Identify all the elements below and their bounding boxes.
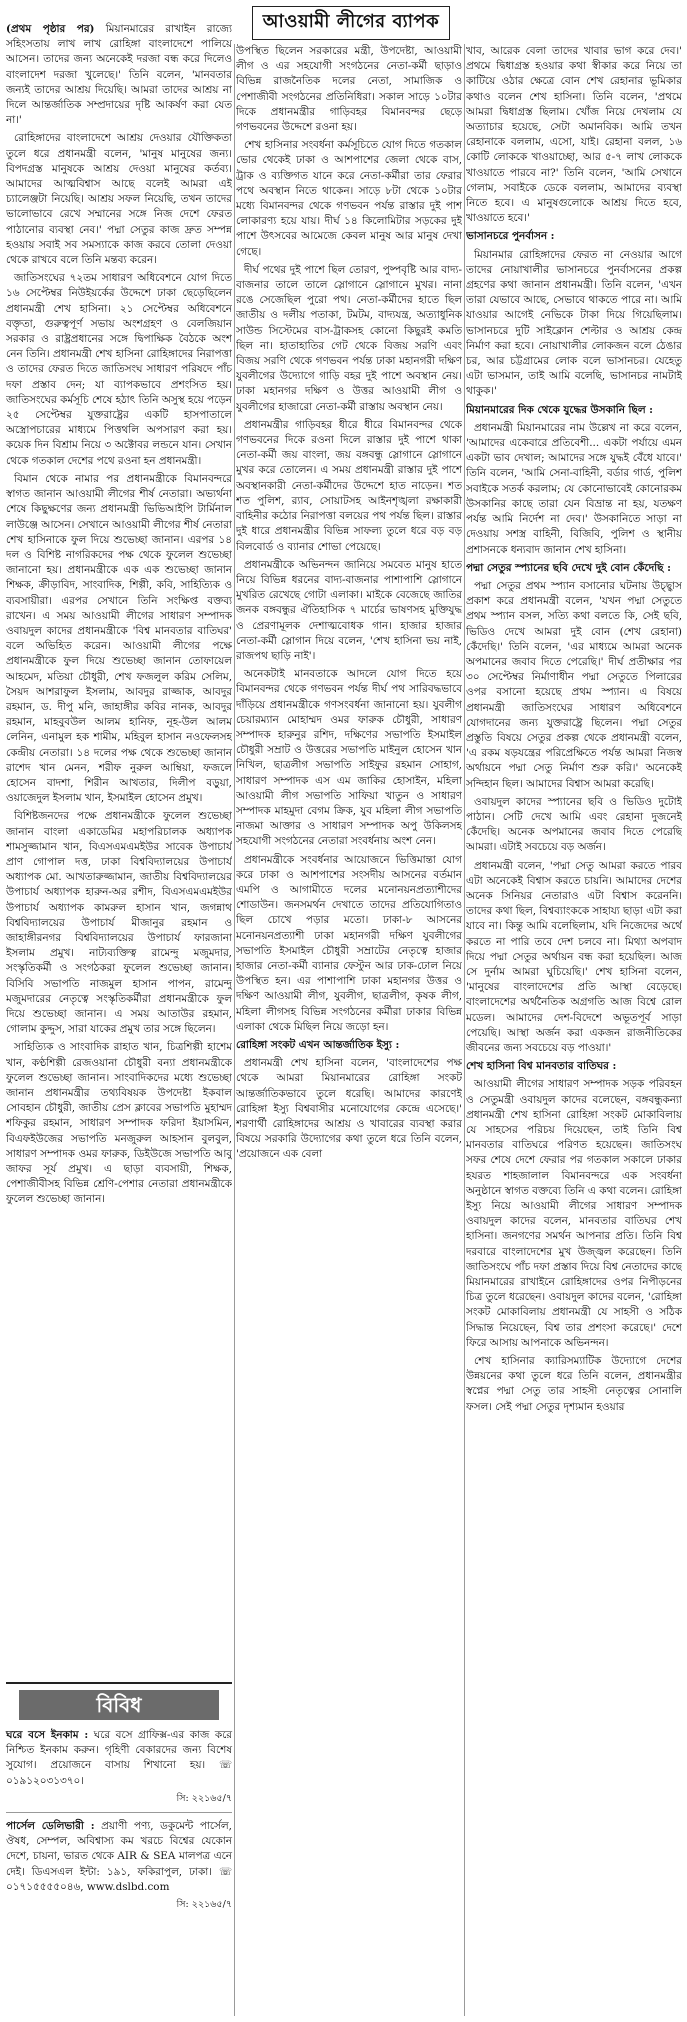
ad-code: সি: ২২১৬৫/৭ [176,1792,232,1804]
paragraph: বিশিষ্টজনদের পক্ষে প্রধানমন্ত্রীকে ফুলেল শুভেচ্ছা জানান বাংলা একাডেমির মহাপরিচালক অধ্যাপক শামসুজ্জামান খান, বিএসএমএমইউর সাবেক উপাচার্য প্রাণ গোপাল দত্ত, ঢাকা বিশ্ববিদ্যালয়ের উপাচার্য অধ্যাপক মো. আখতারুজ্জামান, জাতীয় বিশ্ববিদ্যালয়ের উপাচার্য অধ্যাপক হারুন-অর রশীদ, বিএসএমএমইউর উপাচার্য অধ্যাপক কামরুল হাসান খান, জগন্নাথ বিশ্ববিদ্যালয়ের উপাচার্য মীজানুর রহমান ও জাহাঙ্গীরনগর বিশ্ববিদ্যালয়ের উপাচার্য ফারজানা ইসলাম প্রমুখ। নাট্যব্যক্তিত্ব রামেন্দু মজুমদার, সংস্কৃতিকর্মী ও সংগঠকরা ফুলেল শুভেচ্ছা জানান। বিসিবি সভাপতি নাজমুল হাসান পাপন, রামেন্দু মজুমদারের নেতৃত্বে সংস্কৃতিকর্মীরা প্রধানমন্ত্রীকে ফুল দিয়ে শুভেচ্ছা জানান। এ সময় আতাউর রহমান, গোলাম কুদ্দুস, সারা যাকের প্রমুখ তার সঙ্গে ছিলেন। [6,810,232,1036]
classified-ad [6,1726,232,1808]
paragraph: প্রধানমন্ত্রীর গাড়িবহর ধীরে ধীরে বিমানবন্দর থেকে গণভবনের দিকে রওনা দিলে রাস্তার দুই পাশে থাকা নেতা-কর্মী জয় বাংলা, জয় বঙ্গবন্ধু স্লোগানে স্লোগানে মুখর করে তোলেন। এ সময় প্রধানমন্ত্রী রাস্তার দুই পাশে অবস্থানকারী নেতা-কর্মীদের উদ্দেশে হাত নাড়েন। শত শত পুলিশ, র‍্যাব, সোয়াটসহ আইনশৃঙ্খলা রক্ষাকারী বাহিনীর কঠোর নিরাপত্তা বলয়ের পথ পর্যন্ত ছিল। রাস্তার দুই ধারে প্রধানমন্ত্রীর বিভিন্ন সাফল্য তুলে ধরে বড় বড় বিলবোর্ড ও ব্যানার শোভা পেয়েছে। [236,418,462,553]
subheading [466,1059,682,1074]
paragraph: জাতিসংঘের ৭২তম সাধারণ অধিবেশনে যোগ দিতে ১৬ সেপ্টেম্বর নিউইয়র্কের উদ্দেশে ঢাকা ছেড়েছিলেন প্রধানমন্ত্রী শেখ হাসিনা। ২১ সেপ্টেম্বর অধিবেশনে বক্তৃতা, গুরুত্বপূর্ণ সভায় অংশগ্রহণ ও বেলজিয়ান সরকার ও রাষ্ট্রপ্রধানের সঙ্গে দ্বিপাক্ষিক বৈঠকে অংশ নেন তিনি। প্রধানমন্ত্রী শেখ হাসিনা রোহিঙ্গাদের নিরাপত্তা ও তাদের ফেরত দিতে জাতিসংঘ সাধারণ পরিষদে পাঁচ দফা প্রস্তাব দেন; যা ব্যাপকভাবে প্রশংসিত হয়। জাতিসংঘের কর্মসূচি শেষে হঠাৎ তিনি অসুস্থ হয়ে পড়েন ২৫ সেপ্টেম্বর যুক্তরাষ্ট্রের একটি হাসপাতালে অস্ত্রোপচারের মাধ্যমে পিত্তথলি অপসারণ করা হয়। কয়েক দিন বিশ্রাম নিয়ে ৩ অক্টোবর লন্ডনে যান। সেখান থেকে গতকাল দেশের পথে রওনা হন প্রধানমন্ত্রী। [6,272,232,467]
column-divider [464,44,465,2016]
paragraph: খাব, আরেক বেলা তাদের খাবার ভাগ করে দেব।' প্রথমে দ্বিধাগ্রস্ত হওয়ার কথা স্বীকার করে নিয়ে তা কাটিয়ে ওঠার ক্ষেত্রে বোন শেখ রেহানার ভূমিকার কথাও বলেন শেখ হাসিনা। তিনি বলেন, 'প্রথমে আমরা দ্বিধাগ্রস্ত ছিলাম। খোঁজ নিয়ে দেখলাম যে অত্যাচার হয়েছে, সেটা অমানবিক। আমি তখন রেহানাকে বললাম, এসো, যাই। রেহানা বলল, ১৬ কোটি লোককে খাওয়াচ্ছো, আর ৫-৭ লাখ লোককে খাওয়াতে পারবে না?' তিনি বলেন, 'আমি সেখানে গেলাম, সবাইকে ডেকে বললাম, আমাদের ব্যবস্থা নিতে হবে। এ মানুষগুলোকে আশ্রয় দিতে হবে, খাওয়াতে হবে।' [466,45,682,225]
ad-text: প্রয়াণী পণ্য, ডকুমেন্ট পার্সেল, ঔষধ, সেম্পল, অবিশ্বাস্য কম খরচে বিশ্বের যেকোন দেশে, চায়না, ভারত থেকে AIR & SEA মালপত্র এনে দেই। ডিএসএল ইন্টা: ১৯১, ফকিরাপুল, ঢাকা। ☏ ০১৭১৫৫৫৫০৪৬, www.dslbd.com [6,1820,232,1893]
subheading-text: রোহিঙ্গা সংকট এখন আন্তর্জাতিক ইস্যু : [236,1039,400,1051]
subheading [236,1038,462,1053]
subheading-text: ভাসানচরে পুনর্বাসন : [466,230,555,243]
classified-ad [6,1817,232,1914]
paragraph: প্রধানমন্ত্রীকে অভিনন্দন জানিয়ে সমবেত মানুষ হাতে নিয়ে বিভিন্ন ধরনের বাদ্য-বাজনার পাশাপাশি স্লোগানে মুখরিত রেখেছে গোটা এলাকা। মাইকে বেজেছে জাতির জনক বঙ্গবন্ধুর ঐতিহাসিক ৭ মার্চের ভাষণসহ মুক্তিযুদ্ধ ও প্রেরণামূলক দেশাত্মবোধক গান। হাজার হাজার নেতা-কর্মী স্লোগান দিয়ে বলেন, 'শেখ হাসিনা ভয় নাই, রাজপথ ছাড়ি নাই'। [236,558,462,662]
paragraph: শেখ হাসিনার ক্যারিসম্যাটিক উদ্যোগে দেশের উন্নয়নের কথা তুলে ধরে তিনি বলেন, প্রধানমন্ত্রীর স্বপ্নের পদ্মা সেতু তার সাহসী নেতৃত্বের সোনালি ফসল। সেই পদ্মা সেতুর দৃশ্যমান হওয়ার [466,1355,682,1413]
column-3 [466,44,682,2016]
paragraph: উপস্থিত ছিলেন সরকারের মন্ত্রী, উপদেষ্টা, আওয়ামী লীগ ও এর সহযোগী সংগঠনের নেতা-কর্মী ছাড়াও বিভিন্ন রাজনৈতিক দলের নেতা, সামাজিক ও পেশাজীবী সংগঠনের প্রতিনিধিরা। সকাল সাড়ে ১০টার দিকে প্রধানমন্ত্রীর গাড়িবহর বিমানবন্দর ছেড়ে গণভবনের উদ্দেশে রওনা হয়। [236,45,462,134]
paragraph: প্রধানমন্ত্রী শেখ হাসিনা বলেন, 'বাংলাদেশের পক্ষ থেকে আমরা মিয়ানমারের রোহিঙ্গা সংকট আন্তর্জাতিকভাবে তুলে ধরেছি। আমাদের কারণেই রোহিঙ্গা ইস্যু বিশ্ববাসীর মনোযোগের কেন্দ্রে এসেছে।' শরণার্থী রোহিঙ্গাদের আশ্রয় ও খাবারের ব্যবস্থা করার বিষয়ে সরকারি উদ্যোগের কথা তুলে ধরে তিনি বলেন, 'প্রয়োজনে এক বেলা [236,1057,462,1161]
subheading-text: শেখ হাসিনা বিশ্ব মানবতার বাতিঘর : [466,1060,617,1073]
classifieds-title: বিবিধ [19,1690,219,1720]
column-2 [236,44,462,2016]
paragraph: বিমান থেকে নামার পর প্রধানমন্ত্রীকে বিমানবন্দরে স্বাগত জানান আওয়ামী লীগের শীর্ষ নেতারা। অভ্যর্থনা শেষে কিছুক্ষণের জন্য প্রধানমন্ত্রী ভিভিআইপি টার্মিনাল লাউঞ্জে আসেন। সেখানে আওয়ামী লীগের শীর্ষ নেতারা শেখ হাসিনাকে ফুল দিয়ে শুভেচ্ছা জানান। এরপর ১৪ দল ও বিশিষ্ট নাগরিকদের পক্ষ থেকে ফুলেল শুভেচ্ছা জানানো হয়। প্রধানমন্ত্রীকে এক এক শুভেচ্ছা জানান শিক্ষক, ক্রীড়াবিদ, সাংবাদিক, শিল্পী, কবি, সাহিত্যিক ও ব্যবসায়ীরা। এরপর সেখানে তিনি সংক্ষিপ্ত বক্তব্য রাখেন। এ সময় আওয়ামী লীগের সাধারণ সম্পাদক ওবায়দুল কাদের প্রধানমন্ত্রীকে 'বিশ্ব মানবতার বাতিঘর' বলে অভিহিত করেন। আওয়ামী লীগের পক্ষে প্রধানমন্ত্রীকে ফুল দিয়ে শুভেচ্ছা জানান তোফায়েল আহমেদ, মতিয়া চৌধুরী, শেখ ফজলুল করিম সেলিম, সৈয়দ আশরাফুল ইসলাম, আবদুর রাজ্জাক, আবদুর রহমান, ড. দীপু মনি, জাহাঙ্গীর কবির নানক, আবদুর রহমান, মাহবুবউল আলম হানিফ, নূহ-উল আলম লেনিন, এনামুল হক শামীম, মহিবুল হাসান নওফেলসহ কেন্দ্রীয় নেতারা। ১৪ দলের পক্ষ থেকে শুভেচ্ছা জানান রাশেদ খান মেনন, শরীফ নুরুল আম্বিয়া, ফজলে হোসেন বাদশা, শিরীন আখতার, দিলীপ বড়ুয়া, ওয়াজেদুল ইসলাম খান, ইসমাইল হোসেন প্রমুখ। [6,472,232,805]
ad-separator [6,1812,232,1813]
paragraph: মিয়ানমার রোহিঙ্গাদের ফেরত না নেওয়ার আগে তাদের নোয়াখালীর ভাসানচরে পুনর্বাসনের প্রকল্প গ্রহণের কথা জানান প্রধানমন্ত্রী। তিনি বলেন, 'এখন তারা যেভাবে আছে, সেভাবে থাকতে পারে না। আমি যাওয়ার আগেই নেভিকে টাকা দিয়ে গিয়েছিলাম। ভাসানচরে দুটি সাইক্লোন শেল্টার ও আশ্রয় কেন্দ্র নির্মাণ করা হবে। নোয়াখালীর লোকজন বলে ঠেঙার চর, আর চট্টগ্রামের লোক বলে ভাসানচর। যেহেতু এটা ভাসমান, তাই আমি বলেছি, ভাসানচর নামটাই থাকুক।' [466,248,682,398]
paragraph: ওবায়দুল কাদের স্প্যানের ছবি ও ভিডিও দুটোই পাঠান। সেটি দেখে আমি এবং রেহানা দুজনেই কেঁদেছি। অনেক অপমানের জবাব দিতে পেরেছি আমরা। এটাই সবচেয়ে বড় অর্জন। [466,795,682,854]
ad-heading: ঘরে বসে ইনকাম : [6,1729,89,1741]
lead-text: মিয়ানমারের রাখাইন রাজ্যে সহিংসতায় লাখ লাখ রোহিঙ্গা বাংলাদেশে পালিয়ে আসেন। তাদের জন্য অনেকেই দরজা বন্ধ করে দিলেও বাংলাদেশ দরজা খুলেছে।' তিনি বলেন, 'মানবতার জন্যই তাদের আশ্রয় দিয়েছি। আমরা তাদের আশ্রয় না দিলে আন্তর্জাতিক সম্প্রদায়ের দৃষ্টি আকর্ষণ করা যেত না।' [6,23,232,127]
column-divider [234,44,235,2016]
subheading [466,229,682,244]
continuation-tag: (প্রথম পৃষ্ঠার পর) [6,23,95,35]
paragraph: প্রধানমন্ত্রী বলেন, 'পদ্মা সেতু আমরা করতে পারব এটা অনেকেই বিশ্বাস করতে চায়নি। আমাদের দেশের অনেক সিনিয়র নেতারাও এটা বিশ্বাস করেননি। তাদের কথা ছিল, বিশ্বব্যাংককে সাহায্য ছাড়া এটা করা যাবে না। কিন্তু আমি বলেছিলাম, যদি নিজেদের অর্থে করতে না পারি তবে দেশ চলবে না। মিথ্যা অপবাদ দিয়ে পদ্মা সেতুর অর্থায়ন বন্ধ করা হয়েছিল। আজ সে দুর্নাম আমরা ঘুচিয়েছি।' শেখ হাসিনা বলেন, 'মানুষের বাংলাদেশের প্রতি আস্থা বেড়েছে। বাংলাদেশের অর্থনৈতিক অগ্রগতি আজ বিশ্বে রোল মডেল। আমাদের দেশ-বিদেশে অভূতপূর্ব সাড়া পেয়েছি। আস্থা অর্জন করা একজন রাজনীতিকের জীবনের জন্য সবচেয়ে বড় পাওয়া।' [466,859,682,1054]
paragraph: প্রধানমন্ত্রীকে সংবর্ধনার আয়োজনে ভিত্তিমান্তা যোগ করে ঢাকা ও আশপাশের সংসদীয় আসনের বর্তমান এমপি ও আগামীতে দলের মনোনয়নপ্রত্যাশীদের শোডাউন। জনসমর্থন দেখাতে তাদের প্রতিযোগিতাও ছিল চোখে পড়ার মতো। ঢাকা-৮ আসনের মনোনয়নপ্রত্যাশী ঢাকা মহানগরী দক্ষিণ যুবলীগের সভাপতি ইসমাইল চৌধুরী সম্রাটের নেতৃত্বে হাজার হাজার নেতা-কর্মী ব্যানার ফেস্টুন আর ঢাক-ঢোল নিয়ে উপস্থিত হন। এর পাশাপাশি ঢাকা মহানগর উত্তর ও দক্ষিণ আওয়ামী লীগ, যুবলীগ, ছাত্রলীগ, কৃষক লীগ, মহিলা লীগসহ বিভিন্ন সংগঠনের কর্মীরা ঢাকার বিভিন্ন এলাকা থেকে মিছিল নিয়ে জড়ো হন। [236,853,462,1033]
subheading-text: মিয়ানমারের দিক থেকে যুদ্ধের উসকানি ছিল : [466,403,654,416]
headline-box: আওয়ামী লীগের ব্যাপক [252,6,450,40]
subheading [466,561,682,576]
ad-code: সি: ২২১৬৫/৭ [176,1899,232,1911]
paragraph: পদ্মা সেতুর প্রথম স্প্যান বসানোর ঘটনায় উচ্ছ্বাস প্রকাশ করে প্রধানমন্ত্রী বলেন, 'যখন পদ্মা সেতুতে প্রথম স্প্যান বসল, সত্যি কথা বলতে কি, সেই ছবি, ভিডিও দেখে আমরা দুই বোন (শেখ রেহানা) কেঁদেছি।' তিনি বলেন, 'এর মাধ্যমে আমরা অনেক অপমানের জবাব দিতে পেরেছি।' দীর্ঘ প্রতীক্ষার পর ৩০ সেপ্টেম্বর নির্মাণাধীন পদ্মা সেতুতে পিলারের ওপর বসানো হয়েছে প্রথম স্প্যান। এ বিষয়ে প্রধানমন্ত্রী জাতিসংঘের সাধারণ অধিবেশনে যোগদানের জন্য যুক্তরাষ্ট্রে ছিলেন। পদ্মা সেতুর প্রস্তুতি বিষয়ে সেতুর প্রকল্প থেকে প্রধানমন্ত্রী বলেন, 'এ রকম ষড়যন্ত্রের পরিপ্রেক্ষিতে পর্যন্ত আমরা নিজস্ব অর্থায়নে পদ্মা সেতু নির্মাণ শুরু করি।' অনেকেই সন্দিহান ছিল। আমাদের বিশ্বাস আমরা করেছি। [466,579,682,790]
paragraph: সাহিত্যিক ও সাংবাদিক রাহাত খান, চিত্রশিল্পী হাশেম খান, কণ্ঠশিল্পী রেজওয়ানা চৌধুরী বন্যা প্রধানমন্ত্রীকে ফুলেল শুভেচ্ছা জানান। সাংবাদিকদের মধ্যে শুভেচ্ছা জানান প্রধানমন্ত্রীর তথ্যবিষয়ক উপদেষ্টা ইকবাল সোবহান চৌধুরী, জাতীয় প্রেস ক্লাবের সভাপতি মুহাম্মদ শফিকুর রহমান, সাধারণ সম্পাদক ফরিদা ইয়াসমিন, বিএফইউজের সভাপতি মনজুরুল আহসান বুলবুল, সাধারণ সম্পাদক ওমর ফারুক, ডিইউজে সভাপতি আবু জাফর সূর্য প্রমুখ। এ ছাড়া ব্যবসায়ী, শিক্ষক, পেশাজীবীসহ বিভিন্ন শ্রেণি-পেশার নেতারা প্রধানমন্ত্রীকে ফুলেল শুভেচ্ছা জানান। [6,1041,232,1206]
paragraph: অনেকটাই মানবতাকে আদলে যোগ দিতে হয়ে বিমানবন্দর থেকে গণভবন পর্যন্ত দীর্ঘ পথ সারিবদ্ধভাবে দাঁড়িয়ে প্রধানমন্ত্রীকে গণসংবর্ধনা জানানো হয়। যুবলীগ চেয়ারম্যান মোহাম্মদ ওমর ফারুক চৌধুরী, সাধারণ সম্পাদক হারুনুর রশিদ, দক্ষিণের সভাপতি ইসমাইল চৌধুরী সম্রাট ও উত্তরের সভাপতি মাইনুল হোসেন খান নিখিল, ছাত্রলীগ সভাপতি সাইফুর রহমান সোহাগ, সাধারণ সম্পাদক এস এম জাকির হোসাইন, মহিলা আওয়ামী লীগ সভাপতি সাফিয়া খাতুন ও সাধারণ সম্পাদক মাহমুদা বেগম ক্রিক, যুব মহিলা লীগ সভাপতি নাজমা আক্তার ও সাধারণ সম্পাদক অপু উকিলসহ সহযোগী সংগঠনের নেতারা সংবর্ধনায় অংশ নেন। [236,668,462,848]
subheading-text: পদ্মা সেতুর স্প্যানের ছবি দেখে দুই বোন কেঁদেছি : [466,561,671,574]
ad-text: ঘরে বসে গ্রাফিক্স-এর কাজ করে নিশ্চিত ইনকাম করুন। গৃহিণী বেকারদের জন্য বিশেষ সুযোগ। প্রয়োজনে বাসায় শিখানো হয়। ☏ ০১৯১২০৩১৩৭০। [6,1729,232,1787]
lead-paragraph [6,22,232,128]
paragraph: প্রধানমন্ত্রী মিয়ানমারের নাম উল্লেখ না করে বলেন, 'আমাদের একেবারে প্রতিবেশী... একটা পর্যায়ে এমন একটা ভাব দেখাল; আমাদের সঙ্গে যুদ্ধই বেঁধে যাবে।' তিনি বলেন, 'আমি সেনা-বাহিনী, বর্ডার গার্ড, পুলিশ সবাইকে সতর্ক করলাম; যে কোনোভাবেই কোনোরকম উসকানির কাছে তারা যেন বিভ্রান্ত না হয়, যতক্ষণ পর্যন্ত আমি নির্দেশ না দেব।' উসকানিতে সাড়া না দেওয়ায় সশস্ত্র বাহিনী, বিজিবি, পুলিশ ও স্থানীয় প্রশাসনকে ধন্যবাদ জানান শেখ হাসিনা। [466,421,682,556]
paragraph: রোহিঙ্গাদের বাংলাদেশে আশ্রয় দেওয়ার যৌক্তিকতা তুলে ধরে প্রধানমন্ত্রী বলেন, 'মানুষ মানুষের জন্য। বিপদগ্রস্ত মানুষকে আশ্রয় দেওয়া মানুষের কর্তব্য। আমাদের আত্মবিশ্বাস আছে বলেই আমরা এই চ্যালেঞ্জটা নিয়েছি। আশ্রয় সফল নিয়েছি, তখন তাদের ভালোভাবে রেখে সম্মানের সঙ্গে নিজ দেশে ফেরত পাঠানোর ব্যবস্থা নেব।' পদ্মা সেতুর কাজ দ্রুত সম্পন্ন হওয়ায় সবাই সব সমস্যাকে কাজ করবে তোলা দেওয়া থেকে রাখবে বলে তিনি মন্তব্য করেন। [6,132,232,267]
paragraph: দীর্ঘ পথের দুই পাশে ছিল তোরণ, পুষ্পবৃষ্টি আর বাদ্য-বাজনার তালে তালে স্লোগানে স্লোগানে মুখর। নানা রঙে সেজেছিল পুরো পথ। নেতা-কর্মীদের হাতে ছিল জাতীয় ও দলীয় পতাকা, টমটম, বাদ্যযন্ত্র, অত্যাধুনিক সাউন্ড সিস্টেমের বাস-ট্রাকসহ কোনো কিছুরই কমতি ছিল না। হাতাহাতির গেট থেকে বিজয় সরণি এবং বিজয় সরণি থেকে গণভবন পর্যন্ত ঢাকা মহানগরী দক্ষিণ যুবলীগের উদ্যোগে গাড়ি বহর দুই পাশে অবস্থান নেয়। ঢাকা মহানগর দক্ষিণ ও উত্তর আওয়ামী লীগ ও যুবলীগের হাজারো নেতা-কর্মী রাস্তায় অবস্থান নেয়। [236,263,462,413]
column-1 [6,22,232,1672]
subheading [466,403,682,418]
ad-heading: পার্সেল ডেলিভারী : [6,1820,95,1833]
paragraph: শেখ হাসিনার সংবর্ধনা কর্মসূচিতে যোগ দিতে গতকাল ভোর থেকেই ঢাকা ও আশপাশের জেলা থেকে বাস, ট্রাক ও ব্যক্তিগত যানে করে নেতা-কর্মীরা তার ফেরার পথে অবস্থান নিতে থাকেন। সাড়ে ৮টা থেকে ১০টার মধ্যে বিমানবন্দর থেকে গণভবন পর্যন্ত রাস্তার দুই পাশ লোকারণ্য হয়ে যায়। দীর্ঘ ১৪ কিলোমিটার সড়কের দুই পাশে উৎসবের আমেজে কেবল মানুষ আর মানুষ দেখা গেছে। [236,139,462,258]
classifieds-section [6,1682,232,1914]
paragraph: আওয়ামী লীগের সাধারণ সম্পাদক সড়ক পরিবহন ও সেতুমন্ত্রী ওবায়দুল কাদের বলেছেন, বঙ্গবন্ধুকন্যা প্রধানমন্ত্রী শেখ হাসিনা রোহিঙ্গা সংকট মোকাবিলায় যে সাহসের পরিচয় দিয়েছেন, তাই তিনি বিশ্ব মানবতার বাতিঘরে পরিণত হয়েছেন। জাতিসংঘ সফর শেষে দেশে ফেরার পর গতকাল সকালে ঢাকার হযরত শাহজালাল বিমানবন্দরে এক সংবর্ধনা অনুষ্ঠানে স্বাগত বক্তব্যে তিনি এ কথা বলেন। রোহিঙ্গা ইস্যু নিয়ে আওয়ামী লীগের সাধারণ সম্পাদক ওবায়দুল কাদের বলেন, মানবতার বাতিঘর শেখ হাসিনা। জনগণের সমর্থন আপনার প্রতি। তিনি বিশ্ব দরবারে বাংলাদেশের মুখ উজ্জ্বল করেছেন। তিনি জাতিসংঘে পাঁচ দফা প্রস্তাব দিয়ে বিশ্ব নেতাদের কাছে মিয়ানমারের রাখাইনে রোহিঙ্গাদের ওপর নিপীড়নের চিত্র তুলে ধরেছেন। ওবায়দুল কাদের বলেন, 'রোহিঙ্গা সংকট মোকাবিলায় প্রধানমন্ত্রী যে সাহসী ও সঠিক সিদ্ধান্ত নিয়েছেন, বিশ্ব তার প্রশংসা করেছে।' দেশে ফিরে আসায় আপনাকে অভিনন্দন। [466,1078,682,1349]
